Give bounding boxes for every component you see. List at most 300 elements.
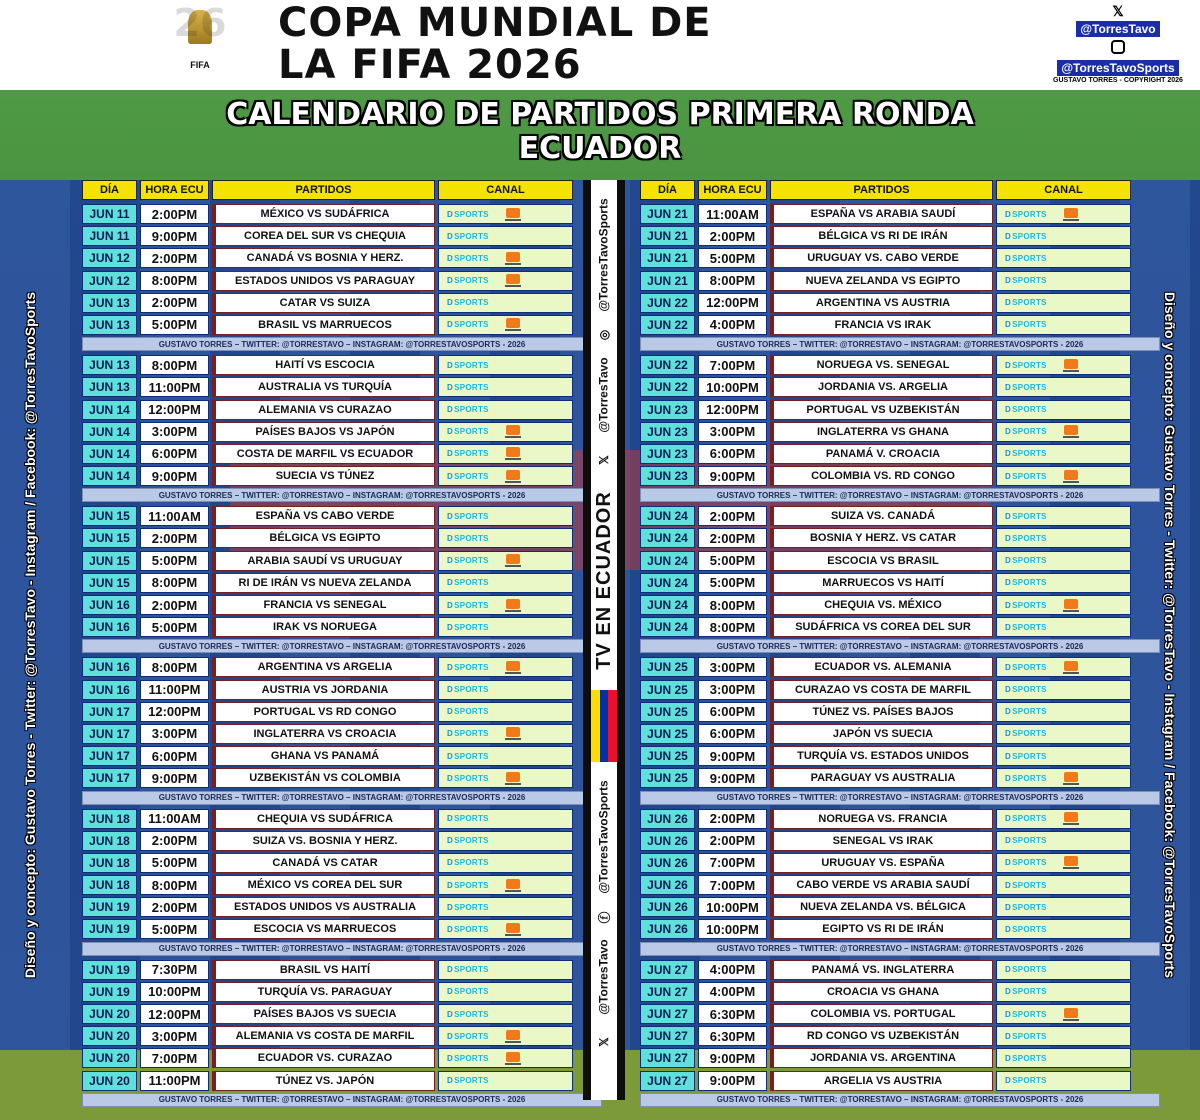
teleamazonas-icon xyxy=(1063,661,1079,674)
table-row xyxy=(82,1026,602,1046)
match-channels xyxy=(996,400,1131,420)
table-row xyxy=(640,1048,1160,1068)
tv-label: TV EN ECUADOR xyxy=(592,490,615,670)
match-hour: 3:00PM xyxy=(140,724,209,744)
facebook-icon: ⓕ xyxy=(597,910,612,924)
match-hour: 11:00PM xyxy=(140,1071,209,1091)
match-day: JUN 19 xyxy=(82,960,137,980)
match-day: JUN 20 xyxy=(82,1026,137,1046)
dsports-logo: D SPORTS xyxy=(1005,298,1047,307)
match-channels xyxy=(438,657,573,677)
match-block xyxy=(640,204,1160,351)
match-block xyxy=(82,960,602,1107)
credit-banner: GUSTAVO TORRES – TWITTER: @TORRESTAVO – INSTAGRAM: @TORRESTAVOSPORTS - 2026 xyxy=(640,942,1160,956)
match-hour: 11:00PM xyxy=(140,377,209,397)
dsports-logo: D SPORTS xyxy=(447,512,489,521)
dsports-logo: D SPORTS xyxy=(1005,1032,1047,1041)
match-hour: 11:00AM xyxy=(140,506,209,526)
table-row xyxy=(640,897,1160,917)
table-row xyxy=(82,960,602,980)
dsports-logo: D SPORTS xyxy=(1005,512,1047,521)
match-teams: PARAGUAY VS AUSTRALIA xyxy=(770,768,993,788)
dsports-logo: D SPORTS xyxy=(1005,925,1047,934)
dsports-logo: D SPORTS xyxy=(1005,729,1047,738)
match-hour: 4:00PM xyxy=(698,960,767,980)
schedule-right-body xyxy=(640,204,1160,1107)
match-day: JUN 21 xyxy=(640,271,695,291)
credit-banner: GUSTAVO TORRES – TWITTER: @TORRESTAVO – INSTAGRAM: @TORRESTAVOSPORTS - 2026 xyxy=(82,639,602,653)
match-channels xyxy=(438,1004,573,1024)
match-teams: SENEGAL VS IRAK xyxy=(770,831,993,851)
match-hour: 2:00PM xyxy=(140,897,209,917)
match-day: JUN 14 xyxy=(82,466,137,486)
subtitle-line-2: ECUADOR xyxy=(518,131,682,166)
dsports-logo: D SPORTS xyxy=(1005,232,1047,241)
dsports-logo: D SPORTS xyxy=(447,361,489,370)
match-day: JUN 23 xyxy=(640,422,695,442)
table-row xyxy=(640,355,1160,375)
match-day: JUN 12 xyxy=(82,248,137,268)
match-channels xyxy=(996,724,1131,744)
dsports-logo: D SPORTS xyxy=(447,729,489,738)
dsports-logo: D SPORTS xyxy=(1005,320,1047,329)
match-channels xyxy=(996,809,1131,829)
dsports-logo: D SPORTS xyxy=(1005,254,1047,263)
dsports-logo: D SPORTS xyxy=(1005,752,1047,761)
dsports-logo: D SPORTS xyxy=(447,903,489,912)
dsports-logo: D SPORTS xyxy=(1005,987,1047,996)
table-row xyxy=(82,831,602,851)
table-row xyxy=(640,422,1160,442)
teleamazonas-icon xyxy=(1063,856,1079,869)
credit-banner: GUSTAVO TORRES – TWITTER: @TORRESTAVO – INSTAGRAM: @TORRESTAVOSPORTS - 2026 xyxy=(82,1093,602,1107)
match-day: JUN 17 xyxy=(82,746,137,766)
match-teams: TURQUÍA VS. PARAGUAY xyxy=(212,982,435,1002)
x-icon: 𝕏 xyxy=(1112,3,1124,19)
match-channels xyxy=(996,1026,1131,1046)
teleamazonas-icon xyxy=(505,923,521,936)
match-teams: SUECIA VS TÚNEZ xyxy=(212,466,435,486)
match-teams: BOSNIA Y HERZ. VS CATAR xyxy=(770,528,993,548)
credit-banner: GUSTAVO TORRES – TWITTER: @TORRESTAVO – INSTAGRAM: @TORRESTAVOSPORTS - 2026 xyxy=(82,488,602,502)
dsports-logo: D SPORTS xyxy=(1005,903,1047,912)
match-day: JUN 25 xyxy=(640,768,695,788)
match-channels xyxy=(996,960,1131,980)
table-row xyxy=(82,595,602,615)
table-row xyxy=(82,444,602,464)
table-row xyxy=(82,528,602,548)
match-day: JUN 25 xyxy=(640,702,695,722)
match-channels xyxy=(438,768,573,788)
match-hour: 2:00PM xyxy=(698,528,767,548)
match-hour: 6:00PM xyxy=(140,746,209,766)
match-channels xyxy=(438,293,573,313)
social-x-handle[interactable]: @TorresTavo xyxy=(1076,21,1159,37)
match-day: JUN 16 xyxy=(82,617,137,637)
match-day: JUN 16 xyxy=(82,680,137,700)
credit-banner: GUSTAVO TORRES – TWITTER: @TORRESTAVO – INSTAGRAM: @TORRESTAVOSPORTS - 2026 xyxy=(82,791,602,805)
match-hour: 12:00PM xyxy=(140,1004,209,1024)
match-day: JUN 15 xyxy=(82,551,137,571)
x-icon: 𝕏 xyxy=(596,455,611,465)
match-channels xyxy=(996,1004,1131,1024)
match-day: JUN 20 xyxy=(82,1048,137,1068)
table-row xyxy=(82,315,602,335)
match-channels xyxy=(996,355,1131,375)
match-channels xyxy=(438,315,573,335)
match-teams: PANAMÁ V. CROACIA xyxy=(770,444,993,464)
match-hour: 2:00PM xyxy=(140,248,209,268)
table-row xyxy=(640,680,1160,700)
match-teams: ALEMANIA VS COSTA DE MARFIL xyxy=(212,1026,435,1046)
teleamazonas-icon xyxy=(1063,1008,1079,1021)
dsports-logo: D SPORTS xyxy=(447,925,489,934)
teleamazonas-icon xyxy=(1063,425,1079,438)
teleamazonas-icon xyxy=(505,661,521,674)
table-row xyxy=(82,1071,602,1091)
dsports-logo: D SPORTS xyxy=(447,685,489,694)
match-teams: CANADÁ VS BOSNIA Y HERZ. xyxy=(212,248,435,268)
match-day: JUN 24 xyxy=(640,573,695,593)
table-row xyxy=(640,248,1160,268)
dsports-logo: D SPORTS xyxy=(447,774,489,783)
match-teams: BRASIL VS MARRUECOS xyxy=(212,315,435,335)
match-teams: ESCOCIA VS MARRUECOS xyxy=(212,919,435,939)
credit-banner: GUSTAVO TORRES – TWITTER: @TORRESTAVO – INSTAGRAM: @TORRESTAVOSPORTS - 2026 xyxy=(640,791,1160,805)
match-channels xyxy=(438,271,573,291)
match-teams: PORTUGAL VS RD CONGO xyxy=(212,702,435,722)
header-hour: HORA ECU xyxy=(698,180,767,200)
table-row xyxy=(82,702,602,722)
match-day: JUN 21 xyxy=(640,248,695,268)
match-hour: 9:00PM xyxy=(140,466,209,486)
match-teams: TÚNEZ VS. JAPÓN xyxy=(212,1071,435,1091)
teleamazonas-icon xyxy=(505,274,521,287)
table-row xyxy=(82,355,602,375)
match-teams: ESPAÑA VS ARABIA SAUDÍ xyxy=(770,204,993,224)
table-row xyxy=(82,506,602,526)
match-teams: PORTUGAL VS UZBEKISTÁN xyxy=(770,400,993,420)
match-teams: URUGUAY VS. ESPAÑA xyxy=(770,853,993,873)
match-hour: 6:00PM xyxy=(140,444,209,464)
match-hour: 4:00PM xyxy=(698,982,767,1002)
table-row xyxy=(82,466,602,486)
table-row xyxy=(640,657,1160,677)
match-day: JUN 27 xyxy=(640,1048,695,1068)
match-teams: BÉLGICA VS EGIPTO xyxy=(212,528,435,548)
match-teams: CURAZAO VS COSTA DE MARFIL xyxy=(770,680,993,700)
match-hour: 10:00PM xyxy=(140,982,209,1002)
table-row xyxy=(82,204,602,224)
match-channels xyxy=(996,444,1131,464)
match-teams: CABO VERDE VS ARABIA SAUDÍ xyxy=(770,875,993,895)
table-row xyxy=(82,400,602,420)
dsports-logo: D SPORTS xyxy=(447,427,489,436)
dsports-logo: D SPORTS xyxy=(447,1076,489,1085)
match-channels xyxy=(438,422,573,442)
match-block xyxy=(640,960,1160,1107)
match-block xyxy=(82,809,602,956)
side-credit-left-text: Diseño y concepto: Gustavo Torres - Twitter: @TorresTavo - Instagram / Facebook: @TorresTavoSports xyxy=(22,291,38,979)
match-day: JUN 18 xyxy=(82,809,137,829)
match-teams: PAÍSES BAJOS VS SUECIA xyxy=(212,1004,435,1024)
credit-banner: GUSTAVO TORRES – TWITTER: @TORRESTAVO – INSTAGRAM: @TORRESTAVOSPORTS - 2026 xyxy=(640,1093,1160,1107)
match-channels xyxy=(996,875,1131,895)
table-row xyxy=(82,617,602,637)
dsports-logo: D SPORTS xyxy=(1005,534,1047,543)
table-row xyxy=(640,1071,1160,1091)
match-hour: 4:00PM xyxy=(698,315,767,335)
table-row xyxy=(640,551,1160,571)
match-hour: 9:00PM xyxy=(698,768,767,788)
dsports-logo: D SPORTS xyxy=(1005,836,1047,845)
match-teams: NUEVA ZELANDA VS EGIPTO xyxy=(770,271,993,291)
match-teams: CANADÁ VS CATAR xyxy=(212,853,435,873)
dsports-logo: D SPORTS xyxy=(447,210,489,219)
dsports-logo: D SPORTS xyxy=(1005,685,1047,694)
match-hour: 7:00PM xyxy=(140,1048,209,1068)
dsports-logo: D SPORTS xyxy=(447,1032,489,1041)
match-block xyxy=(640,657,1160,804)
dsports-logo: D SPORTS xyxy=(447,232,489,241)
table-row xyxy=(640,573,1160,593)
match-channels xyxy=(438,595,573,615)
table-row xyxy=(82,573,602,593)
teleamazonas-icon xyxy=(1063,772,1079,785)
match-channels xyxy=(438,355,573,375)
match-teams: SUDÁFRICA VS COREA DEL SUR xyxy=(770,617,993,637)
match-channels xyxy=(438,982,573,1002)
match-day: JUN 27 xyxy=(640,1071,695,1091)
match-channels xyxy=(996,831,1131,851)
match-hour: 6:00PM xyxy=(698,724,767,744)
match-day: JUN 26 xyxy=(640,919,695,939)
match-channels xyxy=(438,444,573,464)
match-hour: 7:00PM xyxy=(698,355,767,375)
table-row xyxy=(82,422,602,442)
match-teams: ECUADOR VS. CURAZAO xyxy=(212,1048,435,1068)
match-hour: 12:00PM xyxy=(698,293,767,313)
match-hour: 8:00PM xyxy=(140,573,209,593)
dsports-logo: D SPORTS xyxy=(447,663,489,672)
match-day: JUN 14 xyxy=(82,422,137,442)
match-teams: INGLATERRA VS CROACIA xyxy=(212,724,435,744)
match-hour: 2:00PM xyxy=(140,293,209,313)
match-day: JUN 22 xyxy=(640,293,695,313)
dsports-logo: D SPORTS xyxy=(447,858,489,867)
match-teams: NUEVA ZELANDA VS. BÉLGICA xyxy=(770,897,993,917)
dsports-logo: D SPORTS xyxy=(447,987,489,996)
title-line-2: LA FIFA 2026 xyxy=(278,42,582,88)
social-ig-handle[interactable]: @TorresTavoSports xyxy=(1057,60,1178,76)
dsports-logo: D SPORTS xyxy=(447,836,489,845)
table-row xyxy=(640,271,1160,291)
header-channel: CANAL xyxy=(438,180,573,200)
table-row xyxy=(640,702,1160,722)
match-channels xyxy=(438,853,573,873)
table-row xyxy=(82,680,602,700)
match-day: JUN 18 xyxy=(82,853,137,873)
match-hour: 8:00PM xyxy=(140,271,209,291)
side-credit-right xyxy=(1158,205,1182,1065)
header xyxy=(0,0,1200,90)
match-channels xyxy=(438,551,573,571)
match-channels xyxy=(438,528,573,548)
logo-number: 26 xyxy=(173,1,227,45)
table-row xyxy=(640,293,1160,313)
match-channels xyxy=(438,897,573,917)
match-block xyxy=(82,657,602,804)
match-day: JUN 22 xyxy=(640,355,695,375)
header-day: DÍA xyxy=(82,180,137,200)
teleamazonas-icon xyxy=(505,470,521,483)
match-hour: 9:00PM xyxy=(140,226,209,246)
center-strip-inner xyxy=(591,180,617,1100)
match-teams: SUIZA VS. CANADÁ xyxy=(770,506,993,526)
match-teams: INGLATERRA VS GHANA xyxy=(770,422,993,442)
table-row xyxy=(82,919,602,939)
match-day: JUN 14 xyxy=(82,444,137,464)
teleamazonas-icon xyxy=(505,318,521,331)
match-hour: 8:00PM xyxy=(698,595,767,615)
match-hour: 8:00PM xyxy=(140,355,209,375)
copyright-text: GUSTAVO TORRES - COPYRIGHT 2026 xyxy=(1053,77,1183,84)
match-hour: 10:00PM xyxy=(698,377,767,397)
match-teams: CROACIA VS GHANA xyxy=(770,982,993,1002)
side-credit-right-text: Diseño y concepto: Gustavo Torres - Twitter: @TorresTavo - Instagram / Facebook: @TorresTavoSports xyxy=(1162,291,1178,979)
table-row xyxy=(82,377,602,397)
dsports-logo: D SPORTS xyxy=(1005,1010,1047,1019)
dsports-logo: D SPORTS xyxy=(1005,361,1047,370)
match-teams: ARABIA SAUDÍ VS URUGUAY xyxy=(212,551,435,571)
header-day: DÍA xyxy=(640,180,695,200)
dsports-logo: D SPORTS xyxy=(447,601,489,610)
dsports-logo: D SPORTS xyxy=(1005,427,1047,436)
table-row xyxy=(640,226,1160,246)
dsports-logo: D SPORTS xyxy=(1005,707,1047,716)
match-teams: CHEQUIA VS SUDÁFRICA xyxy=(212,809,435,829)
match-channels xyxy=(438,226,573,246)
title-line-1: COPA MUNDIAL DE xyxy=(278,0,712,46)
match-hour: 6:30PM xyxy=(698,1026,767,1046)
match-day: JUN 19 xyxy=(82,919,137,939)
world-cup-logo xyxy=(170,1,230,86)
match-day: JUN 26 xyxy=(640,897,695,917)
match-channels xyxy=(996,204,1131,224)
match-hour: 2:00PM xyxy=(140,204,209,224)
table-row xyxy=(82,1048,602,1068)
dsports-logo: D SPORTS xyxy=(1005,210,1047,219)
dsports-logo: D SPORTS xyxy=(447,276,489,285)
table-row xyxy=(82,875,602,895)
table-row xyxy=(640,746,1160,766)
match-channels xyxy=(438,680,573,700)
match-day: JUN 23 xyxy=(640,444,695,464)
match-day: JUN 12 xyxy=(82,271,137,291)
match-hour: 3:00PM xyxy=(698,422,767,442)
dsports-logo: D SPORTS xyxy=(1005,881,1047,890)
match-hour: 11:00AM xyxy=(140,809,209,829)
match-hour: 5:00PM xyxy=(698,248,767,268)
table-row xyxy=(82,853,602,873)
match-day: JUN 25 xyxy=(640,746,695,766)
match-day: JUN 13 xyxy=(82,315,137,335)
match-hour: 5:00PM xyxy=(140,551,209,571)
match-teams: BÉLGICA VS RI DE IRÁN xyxy=(770,226,993,246)
match-day: JUN 18 xyxy=(82,875,137,895)
match-channels xyxy=(438,875,573,895)
match-channels xyxy=(996,853,1131,873)
match-day: JUN 19 xyxy=(82,982,137,1002)
dsports-logo: D SPORTS xyxy=(1005,623,1047,632)
match-channels xyxy=(996,919,1131,939)
table-row xyxy=(640,960,1160,980)
match-channels xyxy=(996,680,1131,700)
match-teams: ECUADOR VS. ALEMANIA xyxy=(770,657,993,677)
match-day: JUN 20 xyxy=(82,1004,137,1024)
match-day: JUN 17 xyxy=(82,702,137,722)
match-day: JUN 26 xyxy=(640,875,695,895)
match-hour: 5:00PM xyxy=(140,853,209,873)
match-teams: JAPÓN VS SUECIA xyxy=(770,724,993,744)
table-row xyxy=(82,724,602,744)
dsports-logo: D SPORTS xyxy=(1005,965,1047,974)
table-row xyxy=(82,271,602,291)
match-hour: 8:00PM xyxy=(140,875,209,895)
table-row xyxy=(82,1004,602,1024)
match-hour: 2:00PM xyxy=(140,831,209,851)
dsports-logo: D SPORTS xyxy=(447,298,489,307)
match-day: JUN 20 xyxy=(82,1071,137,1091)
dsports-logo: D SPORTS xyxy=(447,752,489,761)
teleamazonas-icon xyxy=(505,252,521,265)
table-row xyxy=(640,506,1160,526)
match-teams: ARGENTINA VS ARGELIA xyxy=(212,657,435,677)
table-row xyxy=(640,617,1160,637)
table-row xyxy=(82,768,602,788)
match-channels xyxy=(996,573,1131,593)
match-teams: ESCOCIA VS BRASIL xyxy=(770,551,993,571)
table-row xyxy=(640,853,1160,873)
table-row xyxy=(640,315,1160,335)
match-channels xyxy=(996,293,1131,313)
match-day: JUN 13 xyxy=(82,377,137,397)
match-teams: UZBEKISTÁN VS COLOMBIA xyxy=(212,768,435,788)
match-hour: 2:00PM xyxy=(140,528,209,548)
match-teams: NORUEGA VS. FRANCIA xyxy=(770,809,993,829)
match-teams: ARGELIA VS AUSTRIA xyxy=(770,1071,993,1091)
match-hour: 2:00PM xyxy=(140,595,209,615)
match-hour: 8:00PM xyxy=(140,657,209,677)
match-teams: JORDANIA VS. ARGELIA xyxy=(770,377,993,397)
match-hour: 3:00PM xyxy=(698,680,767,700)
match-channels xyxy=(438,724,573,744)
side-credit-left xyxy=(18,205,42,1065)
match-teams: AUSTRALIA VS TURQUÍA xyxy=(212,377,435,397)
table-row xyxy=(82,809,602,829)
match-teams: EGIPTO VS RI DE IRÁN xyxy=(770,919,993,939)
dsports-logo: D SPORTS xyxy=(447,534,489,543)
schedule-left-body xyxy=(82,204,602,1107)
credit-banner: GUSTAVO TORRES – TWITTER: @TORRESTAVO – INSTAGRAM: @TORRESTAVOSPORTS - 2026 xyxy=(640,337,1160,351)
teleamazonas-icon xyxy=(1063,359,1079,372)
match-day: JUN 24 xyxy=(640,528,695,548)
match-day: JUN 27 xyxy=(640,960,695,980)
dsports-logo: D SPORTS xyxy=(1005,601,1047,610)
instagram-icon: ◎ xyxy=(596,329,611,341)
match-channels xyxy=(996,377,1131,397)
table-row xyxy=(640,724,1160,744)
